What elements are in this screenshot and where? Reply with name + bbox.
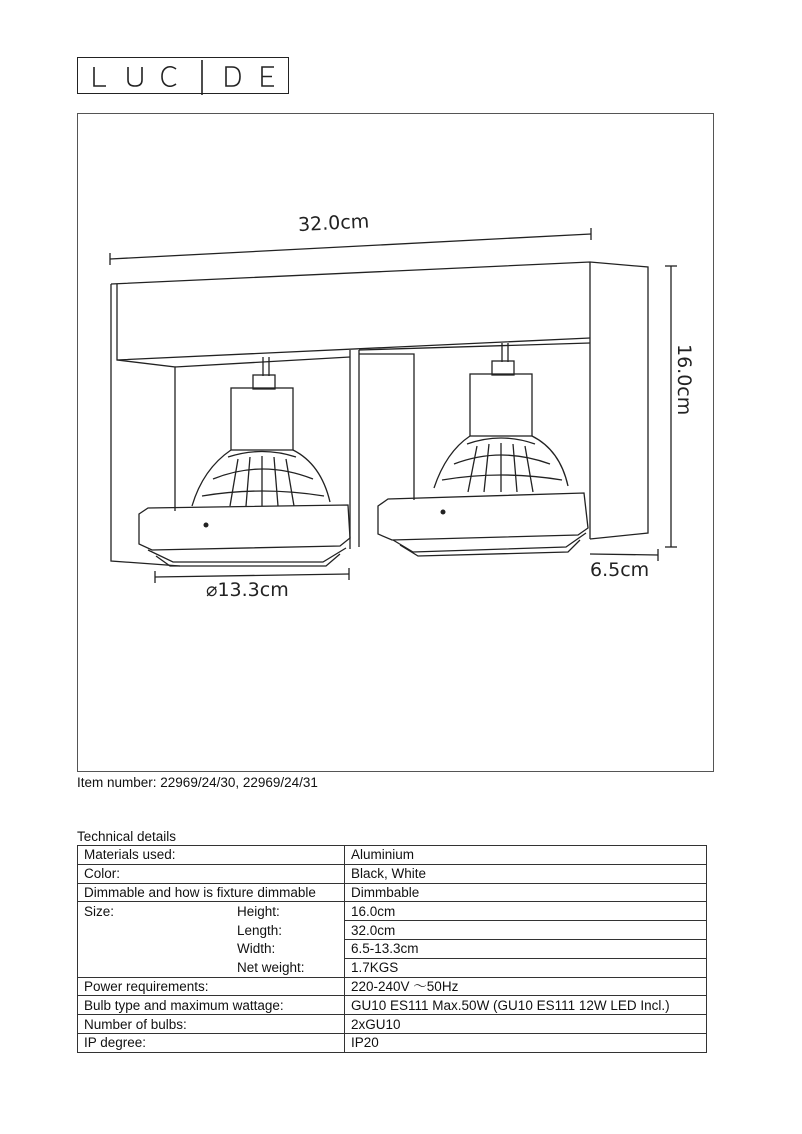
spec-label: Length: — [237, 922, 283, 938]
spec-value: Dimmbable — [345, 883, 707, 902]
table-row — [78, 921, 707, 940]
spec-label: Number of bulbs: — [78, 1015, 345, 1034]
spec-value: GU10 ES111 Max.50W (GU10 ES111 12W LED Incl.) — [345, 996, 707, 1015]
table-row — [78, 883, 707, 902]
spec-label: Color: — [78, 864, 345, 883]
height-dimension-label: 16.0cm — [673, 344, 695, 416]
depth-dimension-label: 6.5cm — [590, 559, 650, 581]
table-row — [78, 1015, 707, 1034]
table-row — [78, 939, 707, 958]
spec-label: Dimmable and how is fixture dimmable — [78, 883, 345, 902]
spec-value: Black, White — [345, 864, 707, 883]
table-row — [78, 1033, 707, 1052]
spec-value: 6.5-13.3cm — [345, 939, 707, 958]
table-row — [78, 864, 707, 883]
spec-value: Aluminium — [345, 846, 707, 865]
spec-label-cell — [78, 958, 345, 977]
table-row — [78, 996, 707, 1015]
spec-label: Power requirements: — [78, 977, 345, 996]
fixture-drawing — [78, 114, 715, 773]
table-row — [78, 902, 707, 921]
size-label-cell — [78, 902, 345, 921]
spec-value: 1.7KGS — [345, 958, 707, 977]
brand-logo — [77, 57, 289, 94]
technical-details-title: Technical details — [77, 829, 177, 844]
spec-label-cell — [78, 939, 345, 958]
spec-label: Net weight: — [237, 959, 305, 975]
spec-label: Bulb type and maximum wattage: — [78, 996, 345, 1015]
technical-details-table — [77, 845, 707, 1053]
diameter-dimension-label: ⌀13.3cm — [206, 579, 289, 601]
spec-label: Width: — [237, 941, 276, 957]
spec-value: 2xGU10 — [345, 1015, 707, 1034]
table-row — [78, 846, 707, 865]
spec-value: 220-240V ～50Hz — [345, 977, 707, 996]
technical-drawing-frame — [77, 113, 714, 772]
spec-label: Height: — [237, 904, 280, 920]
table-row — [78, 958, 707, 977]
size-label: Size: — [84, 904, 115, 920]
spec-value: 16.0cm — [345, 902, 707, 921]
spec-label: IP degree: — [78, 1033, 345, 1052]
spec-label: Materials used: — [78, 846, 345, 865]
spec-value: IP20 — [345, 1033, 707, 1052]
spec-value: 32.0cm — [345, 921, 707, 940]
logo-lettering — [78, 58, 290, 95]
length-dimension-label: 32.0cm — [297, 210, 370, 237]
spec-label-cell — [78, 921, 345, 940]
item-number: Item number: 22969/24/30, 22969/24/31 — [77, 775, 318, 790]
table-row — [78, 977, 707, 996]
